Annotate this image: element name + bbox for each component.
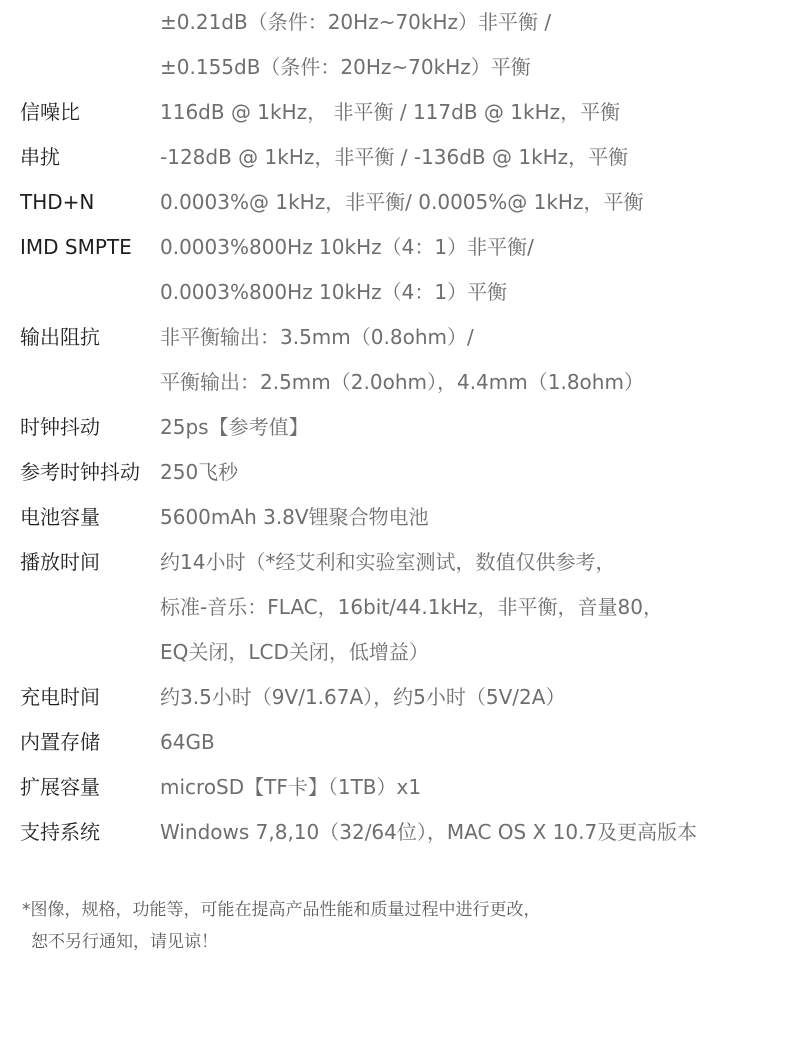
spec-row	[0, 90, 790, 135]
spec-label: 参考时钟抖动	[20, 460, 140, 484]
spec-value	[160, 135, 790, 180]
spec-row	[0, 765, 790, 810]
spec-value-line: 64GB	[160, 730, 215, 754]
spec-value-line: 25ps【参考值】	[160, 415, 309, 439]
spec-label: 输出阻抗	[20, 325, 100, 349]
footnote-line-1: *图像，规格，功能等，可能在提高产品性能和质量过程中进行更改，	[22, 900, 541, 920]
spec-value	[160, 540, 790, 675]
spec-value	[160, 90, 790, 135]
spec-row	[0, 450, 790, 495]
spec-row	[0, 720, 790, 765]
spec-value-line: 0.0003%800Hz 10kHz（4：1）平衡	[160, 280, 508, 304]
spec-row	[0, 495, 790, 540]
spec-label: 播放时间	[20, 550, 100, 574]
spec-value-line: 250飞秒	[160, 460, 239, 484]
spec-value-line: Windows 7,8,10（32/64位），MAC OS X 10.7及更高版本	[160, 820, 698, 844]
spec-value-line: 5600mAh 3.8V锂聚合物电池	[160, 505, 429, 529]
spec-row	[0, 315, 790, 405]
spec-value-line: 非平衡输出：3.5mm（0.8ohm）/	[160, 325, 474, 349]
spec-value-line: ±0.155dB（条件：20Hz~70kHz）平衡	[160, 55, 531, 79]
spec-value	[160, 180, 790, 225]
spec-row	[0, 135, 790, 180]
spec-value-line: 0.0003%800Hz 10kHz（4：1）非平衡/	[160, 235, 534, 259]
spec-label	[20, 0, 160, 45]
spec-value	[160, 675, 790, 720]
spec-value-line: 0.0003%@ 1kHz，非平衡/ 0.0005%@ 1kHz，平衡	[160, 190, 644, 214]
spec-label: 信噪比	[20, 100, 80, 124]
spec-row	[0, 180, 790, 225]
spec-label: 扩展容量	[20, 775, 100, 799]
spec-value	[160, 225, 790, 315]
spec-value-line: EQ关闭，LCD关闭，低增益）	[160, 640, 429, 664]
spec-value-line: 约14小时（*经艾利和实验室测试，数值仅供参考，	[160, 550, 616, 574]
spec-value	[160, 495, 790, 540]
spec-label: IMD SMPTE	[20, 235, 132, 259]
spec-row	[0, 225, 790, 315]
spec-value	[160, 450, 790, 495]
spec-label: 串扰	[20, 145, 60, 169]
spec-label: 支持系统	[20, 820, 100, 844]
spec-label: 内置存储	[20, 730, 100, 754]
spec-value	[160, 0, 790, 90]
spec-value	[160, 765, 790, 810]
spec-row	[0, 675, 790, 720]
spec-value	[160, 810, 790, 855]
footnote-line-2: 恕不另行通知，请见谅！	[31, 932, 218, 952]
spec-value	[160, 720, 790, 765]
spec-row	[0, 405, 790, 450]
spec-label: THD+N	[20, 190, 95, 214]
spec-row	[0, 810, 790, 855]
footnote	[22, 894, 541, 958]
spec-label: 电池容量	[20, 505, 100, 529]
spec-label: 充电时间	[20, 685, 100, 709]
spec-label: 时钟抖动	[20, 415, 100, 439]
spec-value-line: 约3.5小时（9V/1.67A），约5小时（5V/2A）	[160, 685, 566, 709]
spec-value	[160, 405, 790, 450]
spec-value	[160, 315, 790, 405]
spec-value-line: microSD【TF卡】（1TB）x1	[160, 775, 422, 799]
spec-value-line: -128dB @ 1kHz，非平衡 / -136dB @ 1kHz，平衡	[160, 145, 629, 169]
spec-value-line: ±0.21dB（条件：20Hz~70kHz）非平衡 /	[160, 10, 552, 34]
spec-row	[0, 540, 790, 675]
spec-value-line: 116dB @ 1kHz， 非平衡 / 117dB @ 1kHz，平衡	[160, 100, 621, 124]
spec-value-line: 标准-音乐：FLAC，16bit/44.1kHz，非平衡，音量80，	[160, 595, 663, 619]
spec-value-line: 平衡输出：2.5mm（2.0ohm），4.4mm（1.8ohm）	[160, 370, 644, 394]
spec-row	[0, 0, 790, 90]
